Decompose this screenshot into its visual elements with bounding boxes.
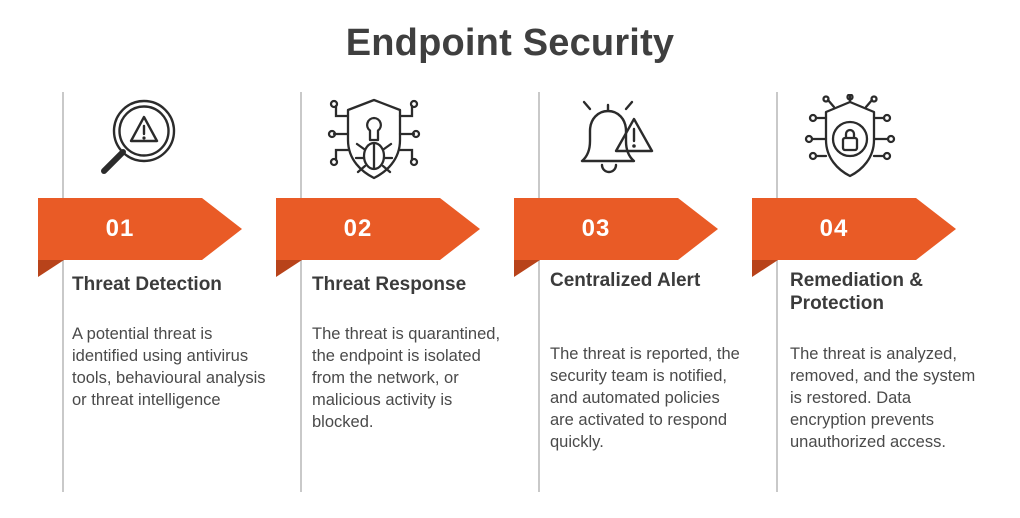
step-connector-line (538, 92, 540, 492)
step-banner (752, 198, 956, 260)
step-connector-line (300, 92, 302, 492)
page-title: Endpoint Security (345, 22, 675, 64)
bell-warning-icon (560, 94, 664, 186)
shield-lock-network-icon (798, 94, 902, 186)
step-description: The threat is quarantined, the endpoint is isolated from the network, or malicious activity is blocked. (312, 325, 501, 431)
step-number: 03 (581, 215, 611, 242)
step-banner (276, 198, 480, 260)
step-connector-line (776, 92, 778, 492)
shield-bug-icon (322, 94, 426, 186)
step-description: A potential threat is identified using antivirus tools, behavioural analysis or threat intelligence (72, 325, 266, 409)
banner-fold-shape (276, 260, 302, 277)
step-item (38, 92, 274, 492)
banner-fold-shape (38, 260, 64, 277)
step-number: 04 (819, 215, 849, 242)
step-number: 01 (105, 215, 135, 242)
step-item (514, 92, 750, 492)
step-number: 02 (343, 215, 373, 242)
step-title: Threat Detection (72, 274, 222, 295)
banner-fold-shape (514, 260, 540, 277)
magnifier-warning-icon (84, 94, 188, 186)
step-banner (38, 198, 242, 260)
step-title: Remediation & Protection (790, 270, 924, 314)
step-item (276, 92, 512, 492)
step-banner (514, 198, 718, 260)
steps-container (38, 92, 982, 492)
banner-fold-shape (752, 260, 778, 277)
step-description: The threat is reported, the security team is notified, and automated policies are activated to respond quickly. (550, 345, 740, 451)
step-item (752, 92, 988, 492)
step-title: Centralized Alert (550, 270, 701, 291)
step-connector-line (62, 92, 64, 492)
step-title: Threat Response (312, 274, 467, 295)
step-description: The threat is analyzed, removed, and the system is restored. Data encryption prevents unauthorized access. (790, 345, 976, 451)
